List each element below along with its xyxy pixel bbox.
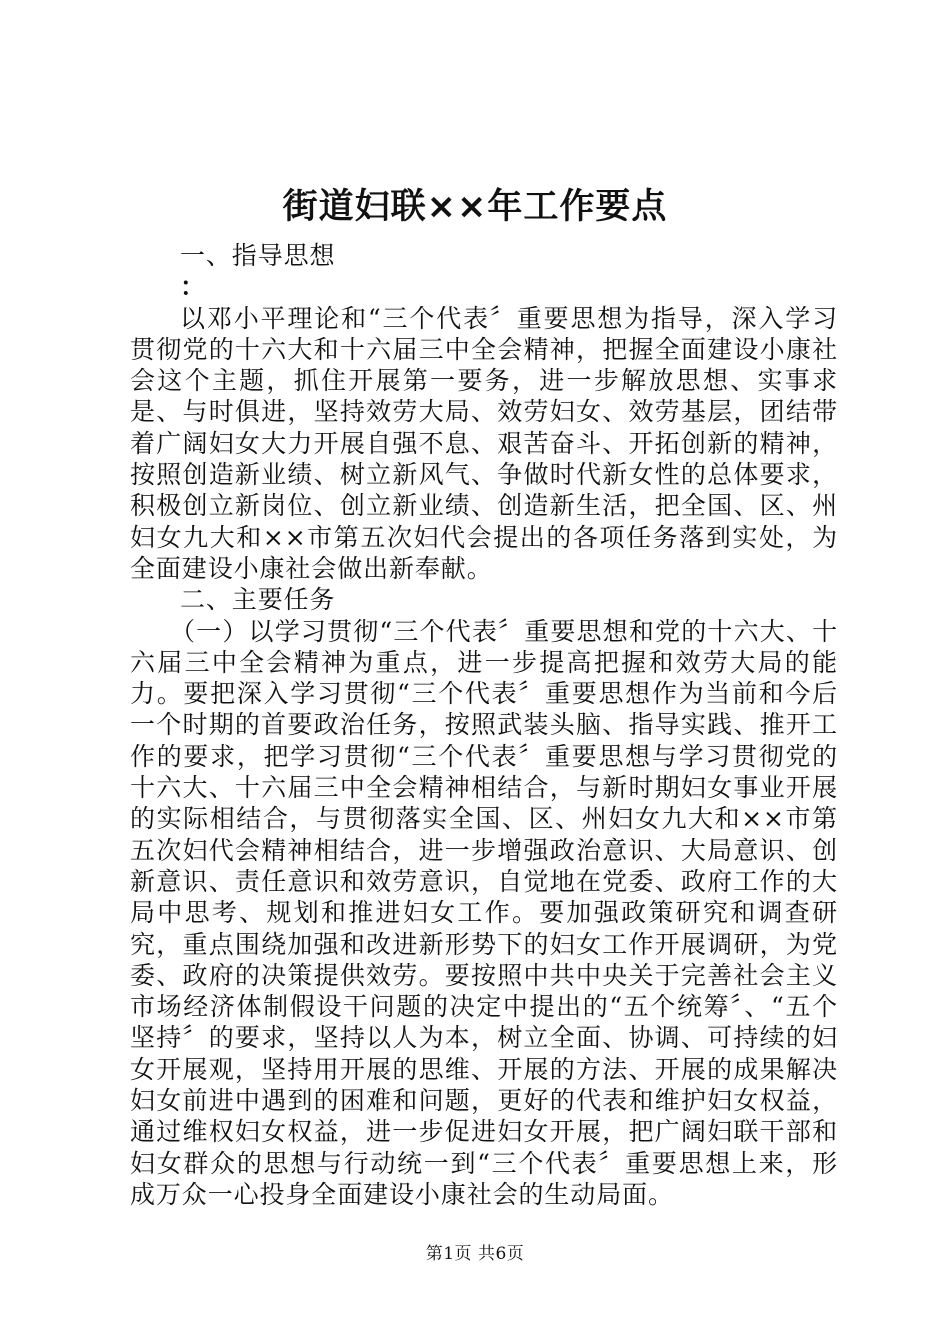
- document-title: 街道妇联××年工作要点: [282, 187, 668, 227]
- main-tasks-paragraph: （一）以学习贯彻“三个代表〞重要思想和党的十六大、十六届三中全会精神为重点，进一步提高把握和效劳大局的能力。要把深入学习贯彻“三个代表〞重要思想作为当前和今后一个时期的首要政治任务，按照武装头脑、指导实践、推开工作的要求，把学习贯彻“三个代表〞重要思想与学习贯彻党的十六大、十六届三中全会精神相结合，与新时期妇女事业开展的实际相结合，与贯彻落实全国、区、州妇女九大和××市第五次妇代会精神相结合，进一步增强政治意识、大局意识、创新意识、责任意识和效劳意识，自觉地在党委、政府工作的大局中思考、规划和推进妇女工作。要加强政策研究和调查研究，重点围绕加强和改进新形势下的妇女工作开展调研，为党委、政府的决策提供效劳。要按照中共中央关于完善社会主义市场经济体制假设干问题的决定中提出的“五个统筹〞、“五个坚持〞的要求，坚持以人为本，树立全面、协调、可持续的妇女开展观，坚持用开展的思维、开展的方法、开展的成果解决妇女前进中遇到的困难和问题，更好的代表和维护妇女权益，通过维权妇女权益，进一步促进妇女开展，把广阔妇联干部和妇女群众的思想与行动统一到“三个代表〞重要思想上来，形成万众一心投身全面建设小康社会的生动局面。: [130, 616, 838, 1209]
- section-heading-main-tasks: 二、主要任务: [180, 585, 336, 615]
- document-body: [130, 240, 838, 1210]
- guiding-thought-paragraph: 以邓小平理论和“三个代表〞重要思想为指导，深入学习贯彻党的十六大和十六届三中全会精神，把握全面建设小康社会这个主题，抓住开展第一要务，进一步解放思想、实事求是、与时俱进，坚持效劳大局、效劳妇女、效劳基层，团结带着广阔妇女大力开展自强不息、艰苦奋斗、开拓创新的精神，按照创造新业绩、树立新风气、争做时代新女性的总体要求，积极创立新岗位、创立新业绩、创造新生活，把全国、区、州妇女九大和××市第五次妇代会提出的各项任务落到实处，为全面建设小康社会做出新奉献。: [130, 303, 838, 583]
- page-number-footer: 第1页 共6页: [425, 1244, 525, 1264]
- section-heading-guiding-thought: 一、指导思想: [180, 241, 336, 270]
- section-colon: ：: [180, 272, 206, 302]
